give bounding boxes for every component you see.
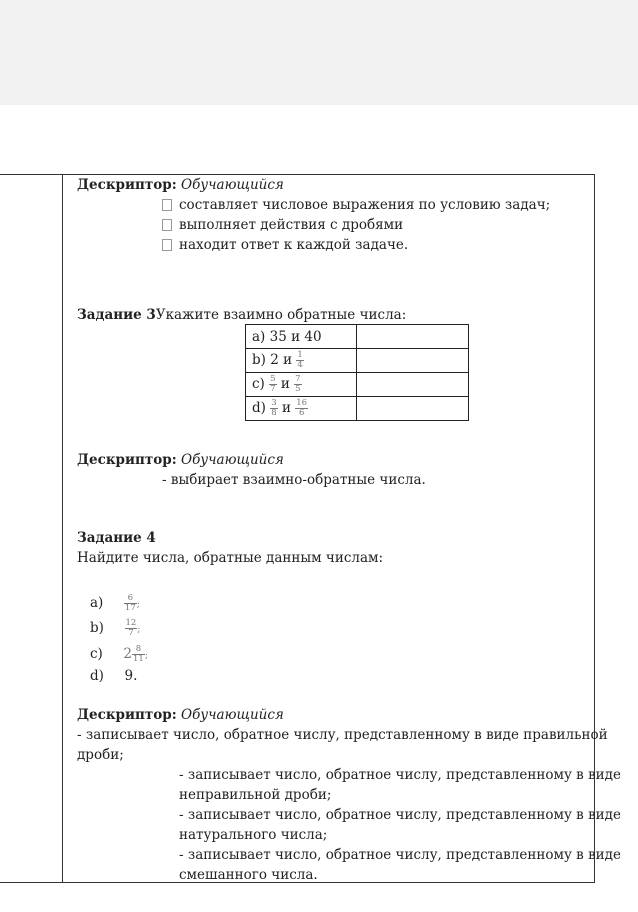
fraction: $\frac{3}{8}$ (271, 398, 277, 418)
list-value: 9. (124, 668, 138, 684)
descriptor-3-heading (77, 705, 284, 725)
fraction: $\frac{16}{6}$ (296, 398, 308, 418)
task-4-text: Найдите числа, обратные данным числам: (77, 550, 384, 566)
table-cell (246, 349, 357, 373)
list-item: c) 2 $\frac{8}{11}$ ; (90, 644, 148, 664)
bullet-icon (162, 239, 172, 251)
descriptor-1-item: выполняет действия с дробями (179, 217, 404, 233)
descriptor-3-item: - записывает число, обратное числу, представленному в виде правильной (77, 727, 608, 743)
answer-cell[interactable] (357, 349, 469, 373)
table-row (246, 373, 469, 397)
descriptor-label: Дескриптор: (77, 452, 177, 468)
row-text: c) (252, 376, 265, 392)
row-text: и (281, 400, 291, 416)
descriptor-1-item: составляет числовое выражения по условию задач; (179, 197, 551, 213)
descriptor-3-item: - записывает число, обратное числу, представленному в виде (179, 847, 621, 863)
descriptor-1-item: находит ответ к каждой задаче. (179, 237, 409, 253)
descriptor-subject: Обучающийся (181, 707, 284, 723)
list-item: a) $\frac{6}{17}$ ; (90, 593, 140, 613)
fraction: $\frac{8}{11}$ (133, 644, 144, 664)
descriptor-3-item: - записывает число, обратное числу, представленному в виде (179, 807, 621, 823)
task-3-heading (77, 305, 406, 325)
fraction: $\frac{1}{4}$ (297, 350, 303, 370)
row-text: и (280, 376, 290, 392)
answer-cell[interactable] (357, 325, 469, 349)
descriptor-3-item: неправильной дроби; (179, 787, 332, 803)
list-label: a) (90, 595, 104, 611)
task-label: Задание 3 (77, 307, 156, 323)
row-text: a) 35 и 40 (252, 328, 322, 345)
bullet-icon (162, 199, 172, 211)
answer-cell[interactable] (357, 397, 469, 421)
list-label: d) (90, 668, 104, 684)
mixed-whole: 2 (123, 646, 133, 662)
descriptor-2-heading (77, 450, 284, 470)
table-cell (246, 397, 357, 421)
list-label: c) (90, 646, 103, 662)
top-band (0, 0, 638, 105)
descriptor-subject: Обучающийся (181, 177, 284, 193)
task-4-heading: Задание 4 (77, 530, 156, 546)
descriptor-label: Дескриптор: (77, 707, 177, 723)
answer-cell[interactable] (357, 373, 469, 397)
descriptor-3-item: дроби; (77, 747, 124, 763)
table-cell (246, 325, 357, 349)
descriptor-subject: Обучающийся (181, 452, 284, 468)
descriptor-label: Дескриптор: (77, 177, 177, 193)
descriptor-1-heading (77, 175, 284, 195)
table-row (246, 349, 469, 373)
table-column-divider (62, 174, 63, 883)
table-row (246, 325, 469, 349)
table-row (246, 397, 469, 421)
table-cell (246, 373, 357, 397)
row-text: b) 2 и (252, 352, 293, 368)
reciprocal-table (245, 324, 469, 421)
descriptor-2-item: - выбирает взаимно-обратные числа. (162, 472, 426, 488)
descriptor-3-item: смешанного числа. (179, 867, 318, 883)
task-text: Укажите взаимно обратные числа: (155, 307, 407, 323)
descriptor-3-item: - записывает число, обратное числу, представленному в виде (179, 767, 621, 783)
list-item (90, 666, 137, 686)
list-item: b) $\frac{12}{7}$ ; (90, 618, 141, 638)
list-label: b) (90, 620, 104, 636)
bullet-icon (162, 219, 172, 231)
row-text: d) (252, 400, 266, 416)
fraction: $\frac{12}{7}$ (125, 618, 137, 638)
fraction: $\frac{6}{17}$ (124, 593, 136, 613)
fraction: $\frac{7}{5}$ (295, 374, 301, 394)
fraction: $\frac{5}{7}$ (270, 374, 276, 394)
descriptor-3-item: натурального числа; (179, 827, 328, 843)
